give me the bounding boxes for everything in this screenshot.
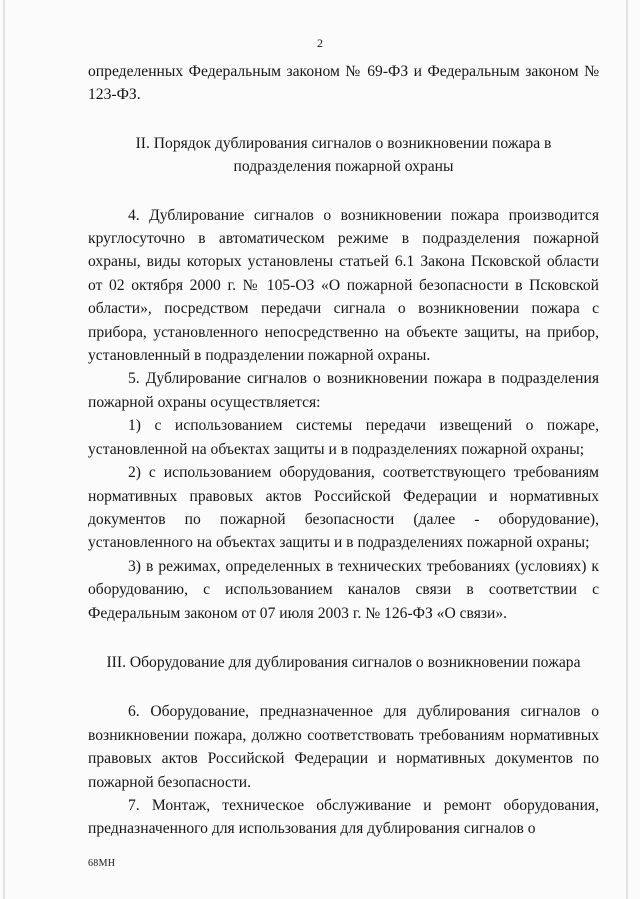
section-heading-3: III. Оборудование для дублирования сигналов о возникновении пожара: [106, 653, 581, 671]
subitem-5-2: 2) с использованием оборудования, соответствующего требованиям нормативных правовых актов Российской Федерации и нормативных документов по пожарной безопасности (далее - оборудование), установленного на объектах защиты и в подразделениях пожарной охраны;: [88, 464, 599, 552]
paragraph-item-4: 4. Дублирование сигналов о возникновении пожара производится круглосуточно в автоматическом режиме в подразделения пожарной охраны, виды которых установлены статьей 6.1 Закона Псковской области от 02 октября 2000 г. № 105-ОЗ «О пожарной безопасности в Псковской области», посредством передачи сигнала о возникновении пожара с прибора, установленного непосредственно на объекте защиты, на прибор, установленный в подразделении пожарной охраны.: [88, 206, 599, 365]
page-number: 2: [317, 36, 323, 50]
paragraph-item-6: 6. Оборудование, предназначенное для дублирования сигналов о возникновении пожара, должно соответствовать требованиям нормативных правовых актов Российской Федерации и нормативных документов по пожарной безопасности.: [88, 703, 599, 791]
footer-code: 68МН: [88, 858, 116, 869]
paragraph-item-5: 5. Дублирование сигналов о возникновении пожара в подразделения пожарной охраны осуществляется:: [88, 370, 599, 411]
paragraph-continuation: определенных Федеральным законом № 69-ФЗ и Федеральным законом № 123-ФЗ.: [88, 63, 599, 104]
scan-edge-right: [626, 0, 628, 899]
paragraph-item-7: 7. Монтаж, техническое обслуживание и ремонт оборудования, предназначенного для использования для дублирования сигналов о: [88, 796, 599, 838]
scan-edge-left: [3, 0, 5, 899]
document-body: [88, 60, 599, 841]
subitem-5-1: 1) с использованием системы передачи извещений о пожаре, установленной на объектах защиты и в подразделениях пожарной охраны;: [88, 417, 599, 458]
subitem-5-3: 3) в режимах, определенных в технических требованиях (условиях) к оборудованию, с использованием каналов связи в соответствии с Федеральным законом от 07 июля 2003 г. № 126-ФЗ «О связи».: [88, 557, 599, 622]
section-heading-2: II. Порядок дублирования сигналов о возникновении пожара в подразделения пожарной охраны: [135, 134, 552, 176]
